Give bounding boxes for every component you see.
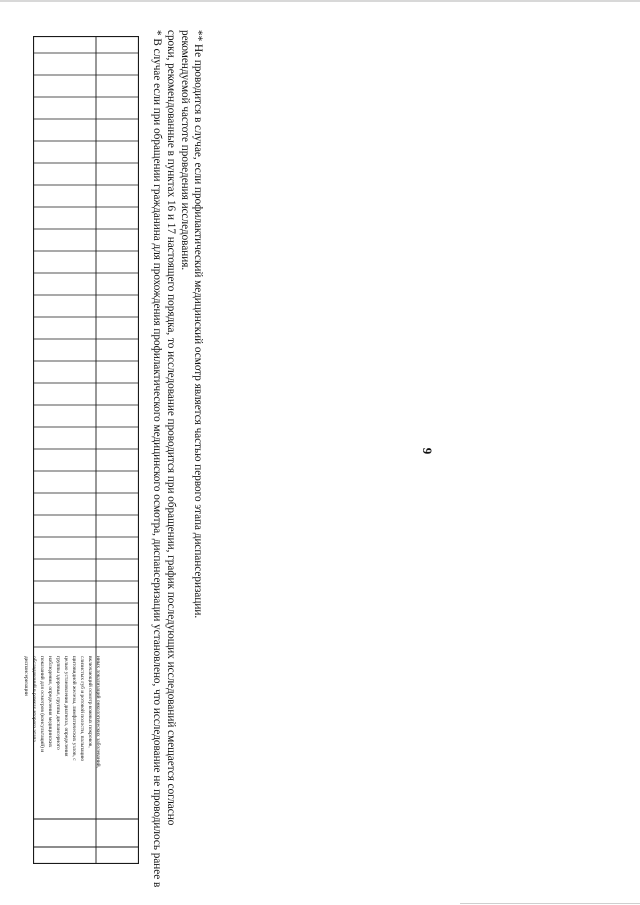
footnote-2: ** Не проводится в случае, если профилактический медицинский осмотр является частью первого этапа диспансеризации. <box>192 30 204 619</box>
row-label-line: обследований в рамках второго этапа <box>31 656 37 742</box>
page-number: 9 <box>420 447 435 455</box>
scan-edge-top <box>0 0 640 2</box>
row-label-line: иных локализаций онкологических заболеваний, <box>95 656 101 768</box>
row-label-line: показаний для осмотров (консультаций) и <box>39 656 45 753</box>
scan-edge-bottom <box>460 903 640 904</box>
footnote-1-line-1: * В случае если при обращении гражданина для прохождения профилактического медицинского осмотра, диспансеризации установлено, что исследование не проводилось ранее в <box>151 30 163 888</box>
row-label-line: наблюдения, определения медицинских <box>47 656 53 748</box>
footnote-1-line-3: рекомендуемой частоте проведения исследования. <box>179 30 191 271</box>
table-row-label <box>23 656 102 834</box>
row-label-line: диспансеризации <box>23 656 29 696</box>
row-label-line: слизистых губ и ротовой полости, пальпацию <box>79 656 85 762</box>
row-label-line: целью установления диагноза, определения <box>63 656 69 757</box>
row-label-line: группы здоровья, группы диспансерного <box>55 656 61 750</box>
row-label-line: щитовидной железы, лимфатических узлов, с <box>71 656 77 761</box>
footnote-1-line-2: сроки, рекомендованные в пунктах 16 и 17 настоящего порядка, то исследование проводится при обращении, график последующих исследований смещается согласно <box>165 30 177 826</box>
row-label-line: включающий осмотр кожных покровов, <box>87 656 93 748</box>
